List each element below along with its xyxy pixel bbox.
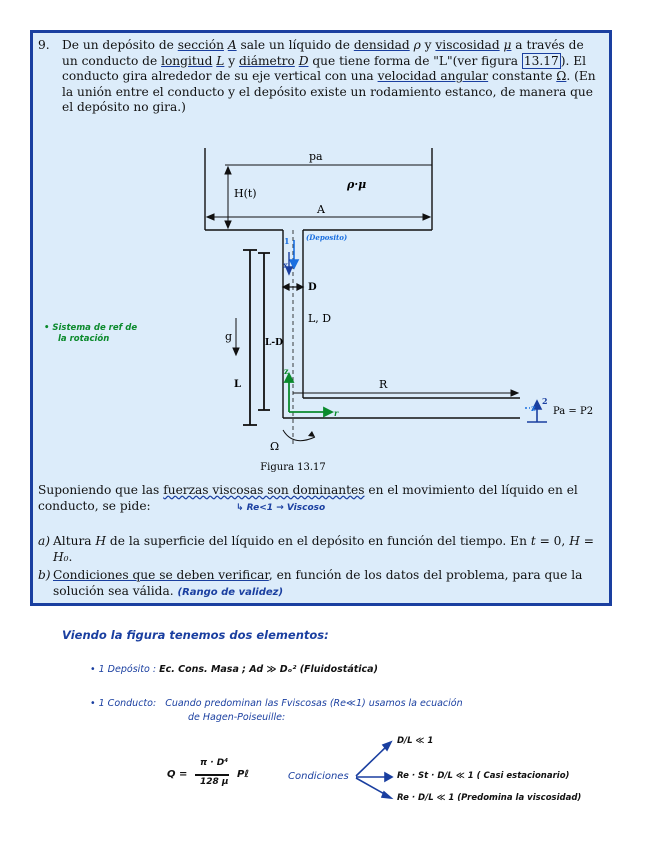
item-a-segment: H [95,534,107,548]
statement-segment: y [420,38,436,52]
item-a-segment: Altura [53,534,96,548]
item-b-segment: Condiciones que se deben verificar [53,568,269,582]
statement-segment: que tiene forma de "L"(ver figura [308,53,522,68]
assumption-segment: en el movimiento del líquido en el conducto, se pide: [38,483,578,513]
formula-numerator: π · D⁴ [200,758,229,768]
statement-segment: D [298,53,309,68]
item-a-segment: . [68,549,73,564]
statement-segment: constante [488,69,557,84]
label-omega: Ω [270,440,280,453]
label-r: R [379,378,388,391]
formula-denominator: 128 μ [200,777,229,787]
statement-segment: densidad [353,38,410,52]
figure-caption: Figura 13.17 [260,462,326,473]
condition-1: D/L ≪ 1 [397,736,434,746]
statement-segment: diámetro [239,53,295,68]
note-item-1-label: • 1 Depósito : [90,664,157,675]
label-r-axis: r [334,408,339,418]
label-two: 2 [542,396,548,406]
formula-pl: Pℓ [237,769,250,780]
item-b-label: b) [38,568,51,582]
item-b-segment: (Rango de validez) [177,586,284,598]
statement-segment: viscosidad [435,38,500,52]
statement-segment: ). El conducto gira alrededor de su eje vertical con una [62,53,587,84]
note-item-1-text: Ec. Cons. Masa ; Ad ≫ Dₒ² (Fluidostática) [159,664,378,675]
statement-segment: μ [503,38,512,52]
note-item-2-text-1: Cuando predominan las Fviscosas (Re≪1) usamos la ecuación [165,698,463,709]
statement-segment: y [224,53,240,68]
statement-segment: velocidad angular [377,69,489,84]
statement-segment: A [227,38,237,52]
label-z-outlet: z [531,403,536,413]
assumption-segment: Suponiendo que las [38,483,164,497]
statement-segment: . (En la unión entre el conducto y el depósito existe un rodamiento estanco, de manera que el depósito no gira.) [62,69,596,115]
item-a-segment: de la superficie del líquido en el depósito en función del tiempo. En [106,534,531,548]
item-a-label: a) [38,534,51,548]
statement-segment: sección [177,38,224,52]
statement-segment: L [216,53,225,68]
conditions-label: Condiciones [288,771,349,782]
item-a-segment: = [579,534,594,548]
label-deposito: (Deposito) [306,233,348,242]
statement-segment: Ω [556,69,567,84]
item-b-segment: , en función de los datos del problema, para que la solución sea válida. [53,568,583,598]
statement-segment: De un depósito de [62,38,178,52]
assumption-segment: fuerzas viscosas son dominantes [163,483,365,497]
item-a-segment: H [569,534,580,548]
label-pa-top: pa [309,150,323,163]
statement-segment: longitud [161,53,213,68]
label-g: g [225,330,233,343]
label-point-1: 1 [284,236,290,246]
statement-segment: 13.17 [523,53,559,68]
label-a: A [317,203,325,216]
formula-q: Q = [167,769,188,780]
side-note-line-1: • Sistema de ref de [44,323,138,333]
label-x: x [283,260,288,270]
label-l: L [234,379,242,390]
condition-3: Re · D/L ≪ 1 (Predomina la viscosidad) [397,793,582,803]
label-l-minus-d: L-D [265,338,283,348]
statement-segment: ρ [413,38,421,52]
item-a-segment: = 0, [535,534,570,548]
item-a-segment: t [530,534,536,548]
statement-segment: a través de un conducto de [62,38,584,68]
condition-2: Re · St · D/L ≪ 1 ( Casi estacionario) [397,771,570,781]
notes-heading: Viendo la figura tenemos dos elementos: [62,628,329,642]
label-z: z [284,366,289,376]
label-pa-out: Pa = P2 [553,406,594,417]
note-item-2-label: • 1 Conducto: [90,698,157,709]
label-rho-mu: ρ·μ [347,178,367,191]
assumption-note: ↳ Re<1 → Viscoso [236,503,326,513]
side-note-line-2: la rotación [58,334,110,344]
problem-number: 9. [38,38,50,52]
statement-segment: sale un líquido de [236,38,354,52]
item-a-segment: H₀ [53,549,69,564]
label-h-t: H(t) [234,187,257,200]
note-item-2-text-2: de Hagen-Poiseuille: [188,712,286,723]
label-l-d: L, D [308,312,332,325]
label-d: D [308,282,317,293]
